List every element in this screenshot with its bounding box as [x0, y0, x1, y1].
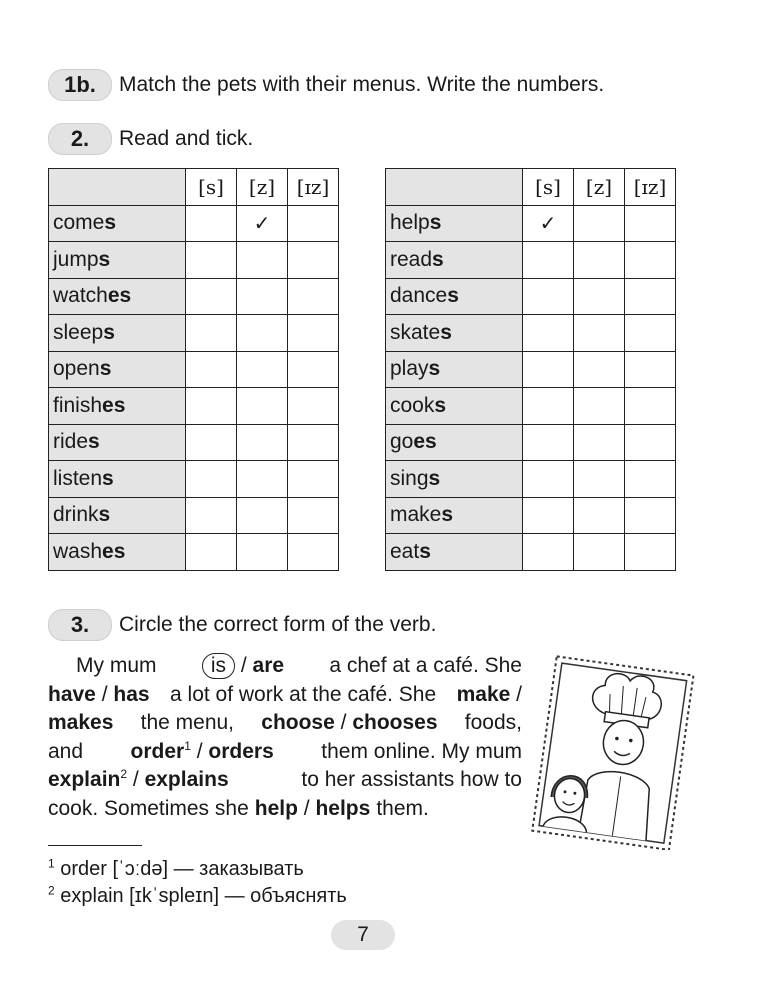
tick-box-s[interactable] — [186, 534, 237, 571]
verb-ending: s — [447, 284, 459, 308]
tick-box-iz[interactable] — [625, 461, 676, 498]
verb-cell — [386, 315, 523, 352]
tick-box-s[interactable] — [523, 461, 574, 498]
verb-ending: s — [434, 393, 447, 417]
footnote-1: $^1$ order [ˈɔːdə] — заказывать — [48, 856, 304, 880]
verb-cell — [49, 388, 186, 425]
task-instruction: Match the pets with their menus. Write the numbers. — [119, 73, 605, 96]
tick-box-iz[interactable] — [625, 351, 676, 388]
verb-ending: s — [98, 503, 111, 527]
tick-box-z[interactable] — [237, 351, 288, 388]
footnote-2: $^2$ explain [ɪkˈspleɪn] — объяснять — [48, 883, 347, 907]
story-line: makes the menu, choose / chooses foods, — [48, 709, 522, 738]
verb-stem: wash — [53, 539, 103, 563]
circled-answer[interactable]: is — [202, 653, 235, 679]
verb-choice[interactable]: choose / chooses — [261, 711, 438, 734]
tick-box-iz[interactable] — [288, 351, 339, 388]
task-instruction: Circle the correct form of the verb. — [119, 613, 437, 636]
phonics-table-right — [385, 168, 676, 571]
tick-box-z[interactable] — [237, 497, 288, 534]
tick-box-iz[interactable] — [288, 461, 339, 498]
verb-stem: sing — [390, 466, 429, 490]
verb-cell — [49, 315, 186, 352]
task-number-badge: 1b. — [48, 69, 112, 101]
verb-stem: dance — [390, 284, 448, 308]
tick-box-s[interactable] — [523, 242, 574, 279]
verb-ending: es — [102, 393, 126, 417]
verb-cell — [386, 351, 523, 388]
task-2 — [48, 123, 253, 155]
verb-choice[interactable]: is / are — [202, 652, 284, 681]
footnote-divider — [48, 845, 142, 846]
story-line: and order$^1$ / orders them online. My mum — [48, 738, 522, 767]
story-line: explain$^2$ / explains to her assistants how to — [48, 766, 522, 795]
verb-cell — [386, 534, 523, 571]
tick-box-iz[interactable] — [288, 242, 339, 279]
verb-ending: s — [104, 211, 117, 235]
table-row — [386, 278, 676, 315]
verb-stem: read — [390, 247, 433, 271]
tick-box-z[interactable] — [574, 424, 625, 461]
verb-stem: open — [53, 357, 100, 381]
tick-box-z[interactable] — [574, 461, 625, 498]
table-row — [386, 461, 676, 498]
table-row — [386, 534, 676, 571]
tick-box-iz[interactable] — [288, 205, 339, 242]
table-row — [386, 388, 676, 425]
verb-stem: jump — [53, 247, 99, 271]
table-row — [49, 424, 339, 461]
table-row — [49, 242, 339, 279]
verb-ending: s — [432, 247, 444, 271]
verb-cell — [386, 461, 523, 498]
verb-stem: cook — [390, 393, 435, 417]
verb-cell — [49, 278, 186, 315]
tick-box-z[interactable] — [237, 461, 288, 498]
table-row — [386, 497, 676, 534]
verb-stem: listen — [53, 466, 103, 490]
tick-box-z[interactable] — [574, 351, 625, 388]
tick-box-z[interactable] — [237, 315, 288, 352]
header-blank-cell — [386, 169, 523, 206]
task-number-badge: 3. — [48, 609, 112, 641]
phonics-table-left — [48, 168, 339, 571]
tick-box-iz[interactable] — [625, 534, 676, 571]
verb-cell — [49, 534, 186, 571]
table-row — [386, 424, 676, 461]
table-row — [49, 461, 339, 498]
tick-box-z[interactable]: ✓ — [237, 205, 288, 242]
sound-header: [ɪz] — [288, 169, 339, 206]
sound-header: [z] — [237, 169, 288, 206]
verb-choice[interactable]: help / helps — [254, 796, 371, 820]
verb-stem: help — [390, 211, 430, 235]
table-row — [386, 351, 676, 388]
verb-cell — [386, 424, 523, 461]
verb-ending: s — [419, 539, 431, 563]
tick-box-z[interactable] — [574, 497, 625, 534]
table-row — [49, 315, 339, 352]
tick-box-s[interactable] — [523, 424, 574, 461]
verb-stem: drink — [53, 503, 99, 527]
tick-box-s[interactable] — [523, 278, 574, 315]
verb-ending: es — [413, 430, 437, 454]
tick-box-z[interactable] — [574, 242, 625, 279]
chef-illustration — [530, 655, 695, 850]
tick-box-s[interactable] — [186, 461, 237, 498]
tick-box-z[interactable] — [574, 315, 625, 352]
table-row — [49, 497, 339, 534]
tick-box-iz[interactable] — [288, 424, 339, 461]
task-number-badge: 2. — [48, 123, 112, 155]
verb-stem: make — [390, 503, 442, 527]
verb-stem: go — [390, 430, 414, 454]
sound-header: [ɪz] — [625, 169, 676, 206]
tick-box-z[interactable] — [237, 388, 288, 425]
verb-choice[interactable]: make / — [456, 682, 522, 706]
tick-box-s[interactable] — [523, 388, 574, 425]
tick-box-s[interactable] — [186, 315, 237, 352]
sound-header: [z] — [574, 169, 625, 206]
table-row — [49, 205, 339, 242]
verb-cell — [386, 278, 523, 315]
story-line: My mum is / are a chef at a café. She — [48, 652, 522, 681]
verb-cell — [49, 242, 186, 279]
page-number: 7 — [331, 920, 395, 950]
tick-box-iz[interactable] — [288, 534, 339, 571]
tick-box-z[interactable] — [574, 534, 625, 571]
table-row — [49, 278, 339, 315]
table-header-row — [49, 169, 339, 206]
task-3 — [48, 609, 436, 641]
verb-stem: play — [390, 357, 429, 381]
table-row — [49, 351, 339, 388]
verb-ending: s — [102, 466, 114, 490]
verb-stem: watch — [53, 284, 108, 308]
verb-choice[interactable]: order$^1$ / orders — [130, 738, 274, 763]
verb-cell — [49, 461, 186, 498]
tick-box-s[interactable] — [186, 497, 237, 534]
verb-stem: ride — [53, 430, 89, 454]
verb-ending: s — [99, 357, 112, 381]
verb-stem: come — [53, 211, 105, 235]
tick-box-s[interactable]: ✓ — [523, 205, 574, 242]
tick-box-z[interactable] — [237, 242, 288, 279]
tick-box-iz[interactable] — [625, 497, 676, 534]
verb-ending: s — [428, 466, 441, 490]
verb-ending: s — [440, 320, 452, 344]
verb-cell — [386, 205, 523, 242]
tick-box-iz[interactable] — [625, 424, 676, 461]
tick-box-iz[interactable] — [625, 242, 676, 279]
verb-ending: s — [88, 430, 100, 454]
verb-ending: es — [107, 284, 132, 308]
tick-box-iz[interactable] — [288, 315, 339, 352]
verb-cell — [386, 242, 523, 279]
sound-header: [s] — [186, 169, 237, 206]
tick-box-iz[interactable] — [625, 205, 676, 242]
tick-box-z[interactable] — [237, 424, 288, 461]
table-row — [386, 315, 676, 352]
verb-cell — [49, 205, 186, 242]
story-paragraph — [48, 652, 522, 823]
header-blank-cell — [49, 169, 186, 206]
verb-stem: sleep — [53, 320, 104, 344]
tick-box-z[interactable] — [574, 205, 625, 242]
verb-choice[interactable]: explain$^2$ / explains — [48, 767, 229, 791]
tick-box-s[interactable] — [523, 534, 574, 571]
story-line: cook. Sometimes she help / helps them. — [48, 795, 522, 824]
tick-box-iz[interactable] — [288, 278, 339, 315]
sound-header: [s] — [523, 169, 574, 206]
table-row — [49, 388, 339, 425]
verb-ending: s — [429, 211, 442, 235]
verb-choice[interactable]: have / has — [48, 682, 150, 706]
tick-box-s[interactable] — [186, 205, 237, 242]
tick-box-z[interactable] — [574, 278, 625, 315]
tick-box-s[interactable] — [186, 388, 237, 425]
tick-box-s[interactable] — [186, 242, 237, 279]
table-row — [49, 534, 339, 571]
task-1b — [48, 69, 604, 101]
verb-stem: eat — [390, 539, 420, 563]
verb-cell — [386, 497, 523, 534]
verb-ending: s — [103, 320, 115, 344]
tick-box-iz[interactable] — [625, 315, 676, 352]
verb-ending: s — [98, 247, 111, 271]
verb-cell — [386, 388, 523, 425]
verb-ending: es — [102, 539, 126, 563]
verb-cell — [49, 497, 186, 534]
tick-box-s[interactable] — [186, 351, 237, 388]
tick-box-iz[interactable] — [288, 388, 339, 425]
tick-box-s[interactable] — [523, 497, 574, 534]
tick-box-s[interactable] — [186, 278, 237, 315]
tick-box-z[interactable] — [237, 278, 288, 315]
table-row — [386, 205, 676, 242]
tick-box-s[interactable] — [186, 424, 237, 461]
table-row — [386, 242, 676, 279]
verb-ending: s — [441, 503, 454, 527]
tick-box-iz[interactable] — [625, 278, 676, 315]
verb-cell — [49, 424, 186, 461]
tick-box-z[interactable] — [574, 388, 625, 425]
verb-stem: skate — [390, 320, 441, 344]
tick-box-iz[interactable] — [288, 497, 339, 534]
table-header-row — [386, 169, 676, 206]
verb-stem: finish — [53, 393, 103, 417]
tick-box-s[interactable] — [523, 351, 574, 388]
tick-box-iz[interactable] — [625, 388, 676, 425]
verb-ending: s — [428, 357, 441, 381]
tick-box-s[interactable] — [523, 315, 574, 352]
story-line: have / has a lot of work at the café. She make / — [48, 681, 522, 710]
tick-box-z[interactable] — [237, 534, 288, 571]
verb-cell — [49, 351, 186, 388]
task-instruction: Read and tick. — [119, 127, 254, 150]
